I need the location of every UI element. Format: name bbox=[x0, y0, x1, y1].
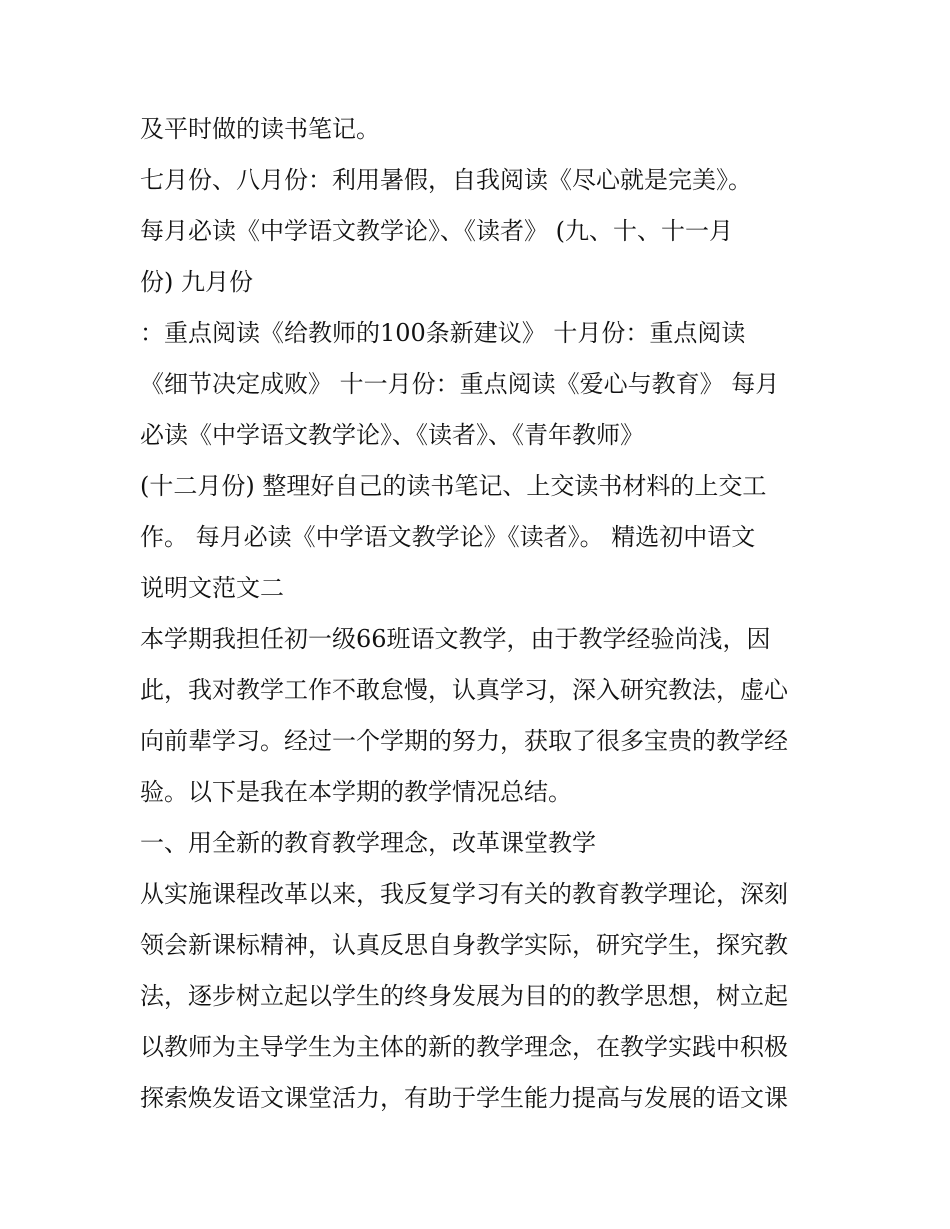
text-line: 本学期我担任初一级66班语文教学，由于教学经验尚浅，因 bbox=[140, 625, 771, 653]
text-line: 及平时做的读书笔记。 bbox=[140, 115, 380, 143]
text-line: 必读《中学语文教学论》、《读者》、《青年教师》 bbox=[140, 421, 644, 449]
text-line: 法，逐步树立起以学生的终身发展为目的的教学思想，树立起 bbox=[140, 982, 788, 1010]
text-line: 探索焕发语文课堂活力，有助于学生能力提高与发展的语文课 bbox=[140, 1084, 788, 1112]
text-line: 从实施课程改革以来，我反复学习有关的教育教学理论，深刻 bbox=[140, 880, 788, 908]
text-line: 此，我对教学工作不敢怠慢，认真学习，深入研究教法，虚心 bbox=[140, 676, 788, 704]
text-line: 每月必读《中学语文教学论》、《读者》 (九、十、十一月 bbox=[140, 217, 733, 245]
text-line: 《细节决定成败》 十一月份：重点阅读《爱心与教育》 每月 bbox=[140, 370, 780, 398]
text-line: 领会新课标精神，认真反思自身教学实际，研究学生，探究教 bbox=[140, 931, 788, 959]
body-text bbox=[140, 104, 830, 1124]
text-line: 份) 九月份 bbox=[140, 268, 253, 296]
text-line: 七月份、八月份：利用暑假，自我阅读《尽心就是完美》。 bbox=[140, 166, 752, 194]
text-line: (十二月份) 整理好自己的读书笔记、上交读书材料的上交工 bbox=[140, 472, 767, 500]
text-line: 验。以下是我在本学期的教学情况总结。 bbox=[140, 778, 572, 806]
text-line: 说明文范文二 bbox=[140, 574, 284, 602]
text-line: 作。 每月必读《中学语文教学论》《读者》。 精选初中语文 bbox=[140, 523, 756, 551]
section-heading: 一、用全新的教育教学理念，改革课堂教学 bbox=[140, 829, 596, 857]
text-line: ：重点阅读《给教师的100条新建议》 十月份：重点阅读 bbox=[140, 319, 746, 347]
text-line: 向前辈学习。经过一个学期的努力，获取了很多宝贵的教学经 bbox=[140, 727, 788, 755]
text-line: 以教师为主导学生为主体的新的教学理念，在教学实践中积极 bbox=[140, 1033, 788, 1061]
